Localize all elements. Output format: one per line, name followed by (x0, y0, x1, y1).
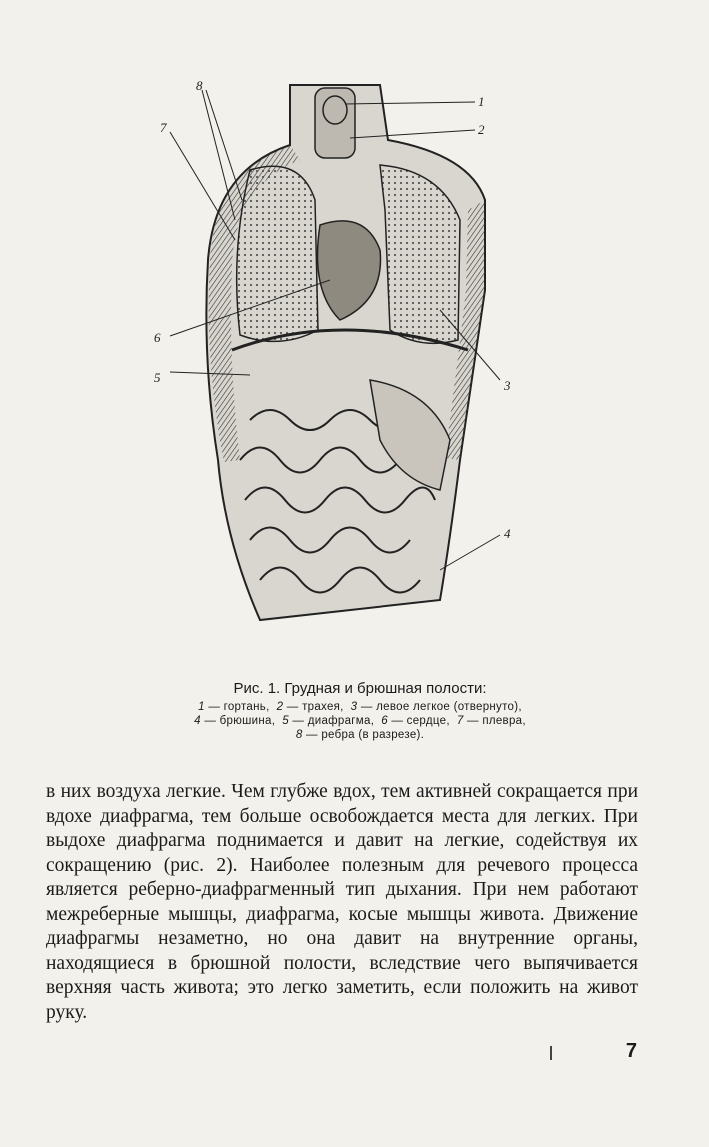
legend-line (100, 728, 620, 742)
legend-number: 6 (381, 715, 388, 727)
legend-number: 8 (295, 729, 303, 741)
legend-text: — плевра, (463, 715, 526, 727)
legend-text: — гортань, (204, 701, 270, 713)
legend-line (100, 714, 620, 728)
callout-7: 7 (160, 120, 167, 135)
callout-3: 3 (504, 378, 511, 393)
callout-6: 6 (154, 330, 161, 345)
torso-cross-section-drawing (140, 60, 560, 670)
legend-number: 5 (282, 715, 289, 727)
callout-1: 1 (478, 94, 485, 109)
print-mark (550, 1046, 552, 1060)
callout-2: 2 (478, 122, 485, 137)
callout-8: 8 (196, 78, 203, 93)
legend-line (100, 700, 620, 714)
callout-5: 5 (154, 370, 161, 385)
legend-number: 4 (194, 715, 201, 727)
caption-title: Рис. 1. Грудная и брюшная полости: (233, 680, 487, 697)
legend-text: — левое легкое (отвернуто), (357, 701, 522, 713)
anatomy-illustration (140, 60, 560, 670)
body-paragraph (46, 780, 638, 1025)
legend-text: — ребра (в разрезе). (302, 729, 425, 741)
paragraph-text: в них воздуха легкие. Чем глубже вдох, тем активней сокращается при вдохе диафрагма, тем больше освобождается места для легких. При выдохе диафрагма поднимается и давит на легкие, содействуя их сокращению (рис. 2). Наиболее полезным для речевого процесса является реберно-диафрагменный тип дыхания. При нем работают межреберные мышцы, диафрагма, косые мышцы живота. Движение диафрагмы незаметно, но она давит на внутренние органы, находящиеся в брюшной полости, вследствие чего выпячивается верхняя часть живота; это легко заметить, если положить на живот руку. (46, 781, 638, 1023)
legend-number: 3 (350, 701, 358, 713)
callout-4: 4 (504, 526, 511, 541)
legend-number: 1 (198, 701, 205, 713)
legend-text: — сердце, (387, 715, 450, 727)
legend-number: 7 (456, 715, 464, 727)
page-number: 7 (625, 1040, 637, 1062)
legend-number: 2 (276, 701, 284, 713)
legend-text: — трахея, (283, 701, 344, 713)
legend-text: — диафрагма, (288, 715, 375, 727)
figure-caption (100, 680, 620, 742)
legend-text: — брюшина, (200, 715, 276, 727)
